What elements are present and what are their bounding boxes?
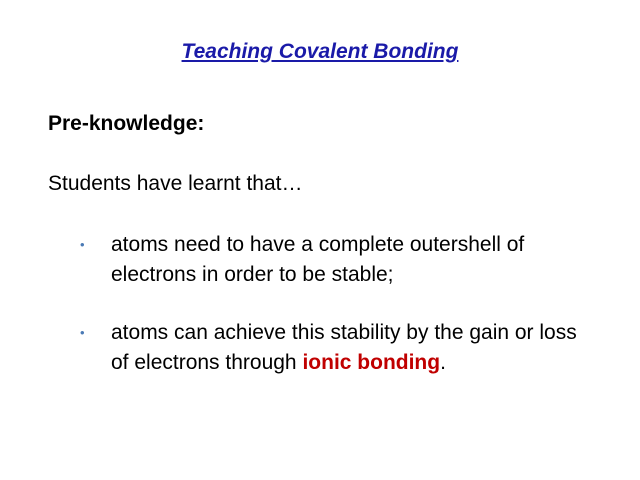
ionic-bonding-highlight: ionic bonding [302,351,441,374]
bullet-dot-icon: • [80,237,85,252]
bullet-text-end: . [440,351,446,374]
bullet-item-outershell [0,230,640,290]
bullet-item-ionic-bonding [0,318,640,378]
bullet-list [0,230,640,406]
bullet-dot-icon: • [80,325,85,340]
bullet-text: atoms need to have a complete outershell of electrons in order to be stable; [111,233,525,286]
intro-text: Students have learnt that… [48,172,303,195]
slide-title: Teaching Covalent Bonding [181,40,459,63]
bullet-text: atoms can achieve this stability by the gain or loss of electrons through [111,321,577,374]
subheading-pre-knowledge: Pre-knowledge: [48,112,205,135]
